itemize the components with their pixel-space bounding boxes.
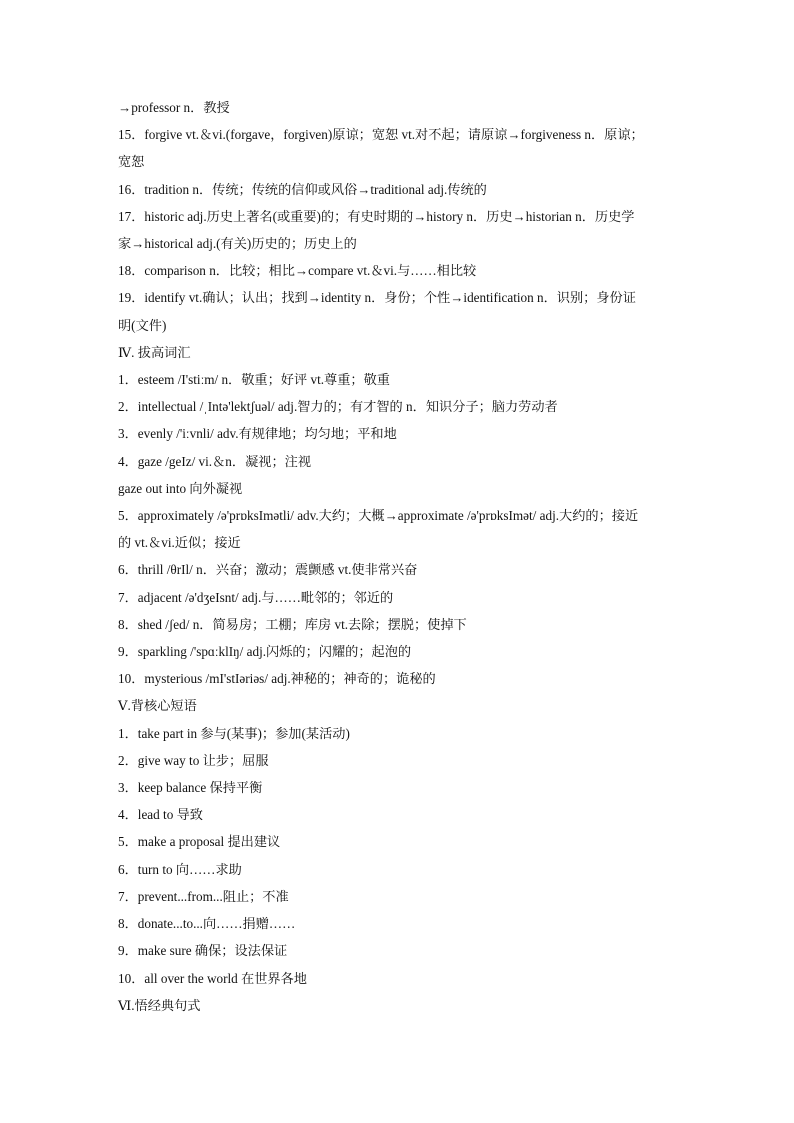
text-line: 7．prevent...from...阻止；不准 xyxy=(118,888,289,904)
section-heading: Ⅴ.背核心短语 xyxy=(118,698,197,714)
text-line: 5．make a proposal 提出建议 xyxy=(118,834,281,850)
text-line: 家→historical adj.(有关)历史的；历史上的 xyxy=(118,236,357,252)
text-line: 9．sparkling /'spɑːklIŋ/ adj.闪烁的；闪耀的；起泡的 xyxy=(118,644,412,660)
text-line: 2．give way to 让步；屈服 xyxy=(118,752,269,768)
text-line: 17．historic adj.历史上著名(或重要)的；有史时期的→history n．历史→historian n．历史学 xyxy=(118,208,635,224)
text-line: 2．intellectual /ˌIntə'lektʃuəl/ adj.智力的；有才智的 n．知识分子；脑力劳动者 xyxy=(118,399,558,415)
text-line: 18．comparison n．比较；相比→compare vt.＆vi.与……相比较 xyxy=(118,263,477,279)
text-line: 9．make sure 确保；设法保证 xyxy=(118,943,288,959)
text-line: 10．mysterious /mI'stIəriəs/ adj.神秘的；神奇的；诡秘的 xyxy=(118,671,436,687)
vocabulary-content xyxy=(118,94,678,1019)
text-line: 19．identify vt.确认；认出；找到→identity n．身份；个性→identification n．识别；身份证 xyxy=(118,290,636,306)
text-line: 10．all over the world 在世界各地 xyxy=(118,970,307,986)
text-line: gaze out into 向外凝视 xyxy=(118,480,243,496)
text-line: 4．gaze /geIz/ vi.＆n．凝视；注视 xyxy=(118,453,312,469)
text-line: 明(文件) xyxy=(118,317,167,333)
text-line: 6．turn to 向……求助 xyxy=(118,861,242,877)
section-heading: Ⅵ.悟经典句式 xyxy=(118,997,201,1013)
text-line: 宽恕 xyxy=(118,154,145,170)
text-line: 4．lead to 导致 xyxy=(118,807,203,823)
text-line: 15．forgive vt.＆vi.(forgave，forgiven)原谅；宽恕 vt.对不起；请原谅→forgiveness n．原谅； xyxy=(118,127,644,143)
text-line: 8．shed /ʃed/ n．简易房；工棚；库房 vt.去除；摆脱；使掉下 xyxy=(118,616,467,632)
text-line: 6．thrill /θrIl/ n．兴奋；激动；震颤感 vt.使非常兴奋 xyxy=(118,562,418,578)
text-line: →professor n．教授 xyxy=(118,100,230,115)
text-line: 3．keep balance 保持平衡 xyxy=(118,780,263,796)
text-line: 5．approximately /ə'prɒksImətli/ adv.大约；大概→approximate /ə'prɒksImət/ adj.大约的；接近 xyxy=(118,508,639,524)
text-line: 的 vt.＆vi.近似；接近 xyxy=(118,535,241,551)
text-line: 16．tradition n．传统；传统的信仰或风俗→traditional adj.传统的 xyxy=(118,181,487,197)
text-line: 1．take part in 参与(某事)；参加(某活动) xyxy=(118,725,350,741)
text-line: 1．esteem /I'stiːm/ n．敬重；好评 vt.尊重；敬重 xyxy=(118,372,390,388)
section-heading: Ⅳ. 拔高词汇 xyxy=(118,344,191,360)
text-line: 8．donate...to...向……捐赠…… xyxy=(118,916,296,932)
text-line: 3．evenly /'iːvnli/ adv.有规律地；均匀地；平和地 xyxy=(118,426,397,442)
text-line: 7．adjacent /ə'dʒeIsnt/ adj.与……毗邻的；邻近的 xyxy=(118,589,394,605)
